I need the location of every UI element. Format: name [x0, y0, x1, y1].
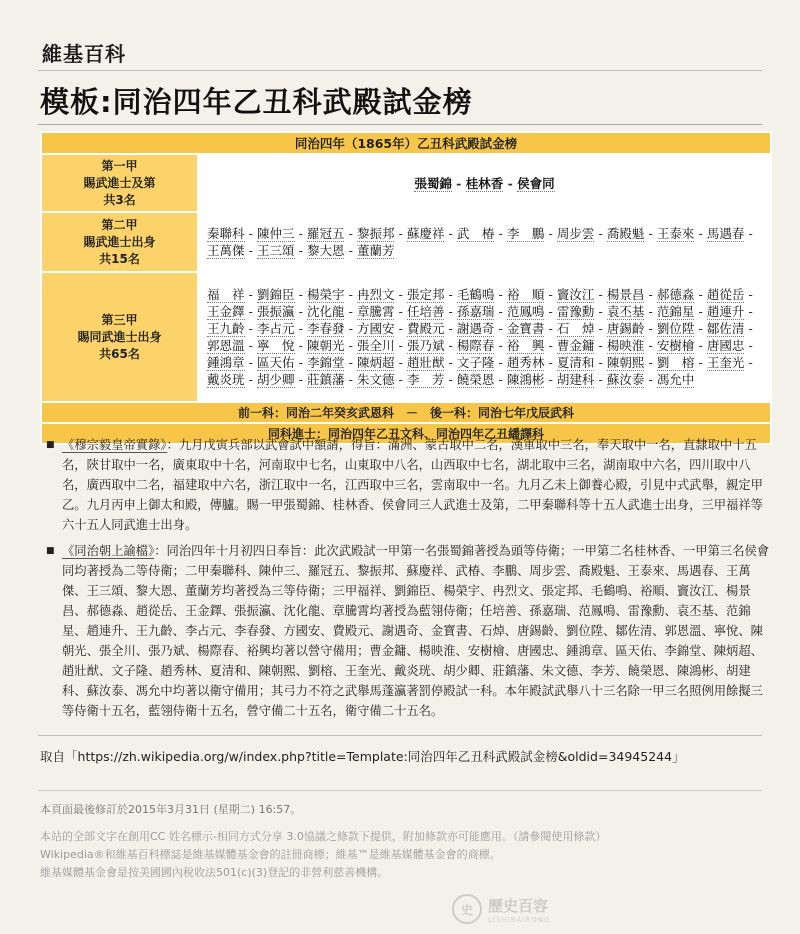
navbox-name-link[interactable]: 陳朝熙 — [606, 355, 645, 370]
separator: - — [344, 287, 357, 302]
separator: - — [744, 355, 757, 370]
navbox-name-link[interactable]: 范錦星 — [656, 304, 695, 319]
separator: - — [644, 355, 657, 370]
navbox-name-link[interactable]: 胡少卿 — [256, 372, 295, 387]
divider — [38, 735, 762, 736]
watermark-logo-icon: 史 — [452, 894, 482, 924]
navbox-name-link[interactable]: 沈化龍 — [306, 304, 345, 319]
navbox-name-link[interactable]: 楊映淮 — [606, 338, 645, 353]
navbox-name-link[interactable]: 陳仲三 — [256, 226, 295, 241]
navbox-name-link[interactable]: 楊景昌 — [606, 287, 645, 302]
separator: - — [444, 338, 457, 353]
list-item — [44, 541, 774, 721]
navbox-name-link[interactable]: 裕 興 — [506, 338, 545, 353]
separator: - — [244, 226, 257, 241]
citation-link[interactable]: 《同治朝上諭檔》 — [62, 544, 155, 558]
navbox-name-link[interactable]: 毛鶴鳴 — [456, 287, 495, 302]
separator: - — [344, 372, 357, 387]
navbox-name-link[interactable]: 袁丕基 — [606, 304, 645, 319]
separator: - — [644, 304, 657, 319]
navbox-name-link[interactable]: 謝遇奇 — [456, 321, 495, 336]
navbox-name-link[interactable]: 董蘭芳 — [356, 243, 395, 258]
navbox-list — [199, 155, 770, 211]
navbox-name-link[interactable]: 范鳳鳴 — [506, 304, 545, 319]
navbox-name-link[interactable]: 周步雲 — [556, 226, 595, 241]
separator: - — [244, 287, 257, 302]
separator: - — [594, 287, 607, 302]
navbox-name-link[interactable]: 楊榮宇 — [306, 287, 345, 302]
navbox-name-link[interactable]: 任培善 — [406, 304, 445, 319]
navbox-name-link[interactable]: 王萬傑 — [207, 243, 245, 258]
navbox-name-link[interactable]: 饒榮恩 — [456, 372, 495, 387]
navbox-name-link[interactable]: 楊際春 — [456, 338, 495, 353]
navbox-name-link[interactable]: 秦聯科 — [207, 226, 245, 241]
separator: - — [694, 321, 707, 336]
citation-text: ：同治四年十月初四日奉旨：此次武殿試一甲第一名張蜀錦著授為頭等侍衛；一甲第二名桂林香、一甲第三名侯會同均著授為二等侍衛；二甲秦聯科、陳仲三、羅冠五、黎振邦、蘇慶祥、武椿、李鵬、周步雲、喬殿魁、王泰來、馬遇春、王萬傑、王三頌、黎大恩、董蘭芳均著授為三等侍衛；三甲福祥、劉錦臣、楊榮宇、冉烈文、張定邦、毛鶴鳴、裕順、竇汝江、楊景昌、郝德淼、趙從岳、王金鐸、張振瀛、沈化龍、章騰霄均著授為藍翎侍衛；任培善、孫嘉瑞、范鳳鳴、雷豫勳、袁丕基、范錦星、趙連升、王九齡、李占元、李春發、方國安、費殿元、謝遇奇、金寶書、石焯、唐錫齡、劉位陞、鄒佐清、郭恩溫、寧悅、陳朝光、張全川、張乃斌、楊際春、裕興均著以營守備用；曹金鏞、楊映淮、安樹檜、唐國忠、鍾鴻章、區天佑、李錦堂、陳炳超、趙壯猷、文子隆、趙秀林、夏清和、陳朝熙、劉榕、王奎光、戴炎珖、胡少卿、莊鎮藩、朱文德、李芳、饒榮恩、陳鴻彬、胡建科、蘇汝泰、馮允中均著以衛守備用；其弓力不符之武舉馬蓬瀛著罰停殿試一科。本年殿試武舉八十三名除一甲三名照例用餘擬三等侍衛十五名，藍翎侍衛十五名，營守備二十五名，衛守備二十五名。 — [62, 544, 770, 718]
navbox-name-link[interactable]: 安樹檜 — [656, 338, 695, 353]
separator: - — [294, 304, 307, 319]
separator: - — [594, 338, 607, 353]
navbox-name-link[interactable]: 孫嘉瑞 — [456, 304, 495, 319]
navbox-name-link[interactable]: 章騰霄 — [356, 304, 395, 319]
separator: - — [444, 226, 457, 241]
navbox-name-link[interactable]: 胡建科 — [556, 372, 595, 387]
navbox-name-link[interactable]: 陳朝光 — [306, 338, 345, 353]
separator: - — [394, 321, 407, 336]
navbox-name-link[interactable]: 馬遇春 — [706, 226, 745, 241]
navbox-name-link[interactable]: 朱文德 — [356, 372, 395, 387]
list-item — [44, 435, 774, 535]
bullet-icon: ■ — [46, 440, 55, 450]
navbox-name-link[interactable]: 雷豫勳 — [556, 304, 595, 319]
separator: - — [294, 372, 307, 387]
separator: - — [494, 372, 507, 387]
navbox-name-link[interactable]: 莊鎮藩 — [306, 372, 345, 387]
navbox-name-link[interactable]: 趙秀林 — [506, 355, 545, 370]
divider — [38, 790, 762, 791]
page-title: 模板:同治四年乙丑科武殿試金榜 — [40, 85, 473, 119]
separator: - — [644, 287, 657, 302]
separator: - — [344, 338, 357, 353]
separator: - — [394, 338, 407, 353]
navbox-name-link[interactable]: 陳炳超 — [356, 355, 395, 370]
navbox-name-link[interactable]: 喬殿魁 — [606, 226, 645, 241]
navbox-name-link[interactable]: 寧 悅 — [256, 338, 295, 353]
separator: - — [494, 304, 507, 319]
separator: - — [244, 321, 257, 336]
separator: - — [444, 372, 457, 387]
separator: - — [644, 338, 657, 353]
navbox-name-link[interactable]: 黎大恩 — [306, 243, 345, 258]
navbox-name-link[interactable]: 王金鐸 — [207, 304, 245, 319]
divider — [38, 70, 762, 71]
separator: - — [744, 287, 757, 302]
navbox-name-link[interactable]: 裕 順 — [506, 287, 545, 302]
separator: - — [494, 287, 507, 302]
separator: - — [594, 304, 607, 319]
separator: - — [394, 304, 407, 319]
references — [44, 435, 774, 727]
separator: - — [694, 287, 707, 302]
navbox-name-link[interactable]: 蘇慶祥 — [406, 226, 445, 241]
separator: - — [444, 304, 457, 319]
license-info: 本站的全部文字在創用CC 姓名標示-相同方式分享 3.0協議之條款下提供，附加條款亦可能應用。（請參閱使用條款） Wikipedia®和維基百科標誌是維基媒體基金會的註冊商標；維基™是維基媒體基金會的商標。 維基媒體基金會是按美國國內稅收法501(c)(3)登記的非營利慈善機構。 — [40, 830, 607, 879]
separator: - — [594, 355, 607, 370]
navbox-name-link[interactable]: 福 祥 — [207, 287, 245, 302]
navbox-name-link[interactable]: 武 椿 — [456, 226, 495, 241]
separator: - — [244, 243, 257, 258]
navbox-same-year[interactable]: 同科進士：同治四年乙丑文科、同治四年乙丑繙譯科 — [42, 424, 770, 443]
navbox-title[interactable]: 同治四年（1865年）乙丑科武殿試金榜 — [42, 133, 770, 153]
navbox-name-link[interactable]: 蘇汝泰 — [606, 372, 645, 387]
separator: - — [694, 304, 707, 319]
navbox-name-link[interactable]: 張振瀛 — [256, 304, 295, 319]
separator: - — [294, 355, 307, 370]
navbox-name-link[interactable]: 黎振邦 — [356, 226, 395, 241]
navbox-name-link[interactable]: 張定邦 — [406, 287, 445, 302]
navbox-group-label: 第一甲 賜武進士及第 共3名 — [42, 155, 197, 211]
separator: - — [394, 287, 407, 302]
navbox-name-link[interactable]: 王奎光 — [706, 355, 745, 370]
navbox-name-link[interactable]: 陳鴻彬 — [506, 372, 545, 387]
separator: - — [744, 338, 757, 353]
navbox-name-link[interactable]: 張全川 — [356, 338, 395, 353]
source-link[interactable]: https://zh.wikipedia.org/w/index.php?title=Template:同治四年乙丑科武殿試金榜&oldid=34945244 — [77, 749, 673, 764]
navbox-group-label: 第二甲 賜武進士出身 共15名 — [42, 213, 197, 271]
separator: - — [494, 338, 507, 353]
navbox-name-link[interactable]: 唐國忠 — [706, 338, 745, 353]
navbox-name-link[interactable]: 王泰來 — [656, 226, 695, 241]
separator: - — [544, 304, 557, 319]
site-name[interactable]: 維基百科 — [42, 42, 126, 66]
navbox-name-link[interactable]: 冉烈文 — [356, 287, 395, 302]
separator: - — [544, 287, 557, 302]
separator: - — [694, 338, 707, 353]
citation-link[interactable]: 《穆宗毅皇帝實錄》 — [62, 438, 167, 452]
separator: - — [451, 175, 466, 191]
separator: - — [244, 304, 257, 319]
separator: - — [244, 338, 257, 353]
navbox-list — [199, 273, 770, 401]
navbox-name-link[interactable]: 張乃斌 — [406, 338, 445, 353]
separator: - — [544, 226, 557, 241]
navbox-name-link[interactable]: 區天佑 — [256, 355, 295, 370]
separator: - — [544, 372, 557, 387]
navbox-name-link[interactable]: 戴炎珖 — [207, 372, 245, 387]
citation-text: ：九月戊寅兵部以武會試中額請，得旨：滿洲、蒙古取中二名，漢軍取中三名，奉天取中一名，直隸取中十五名，陝甘取中一名，廣東取中十名，河南取中七名，山東取中八名，山西取中七名，湖北取中三名，湖南取中六名，四川取中八名，廣西取中二名，福建取中六名，浙江取中一名，江西取中三名，雲南取中一名。九月乙未上御養心殿，引見中式武舉，親定甲乙。九月丙申上御太和殿，傳臚。賜一甲張蜀錦、桂林香、侯會同三人武進士及第，二甲秦聯科等十五人武進士出身，三甲福祥等六十五人同武進士出身。 — [62, 438, 763, 532]
separator: - — [344, 321, 357, 336]
separator: - — [694, 226, 707, 241]
separator: - — [544, 321, 557, 336]
navbox-name-link[interactable]: 郝德淼 — [656, 287, 695, 302]
navbox-previous-next[interactable]: 前一科：同治二年癸亥武恩科 － 後一科：同治七年戊辰武科 — [42, 403, 770, 422]
separator: - — [394, 372, 407, 387]
separator: - — [344, 226, 357, 241]
navbox-name-link[interactable]: 張蜀錦 — [414, 175, 452, 191]
separator: - — [503, 175, 518, 191]
separator: - — [294, 338, 307, 353]
separator: - — [694, 355, 707, 370]
separator: - — [344, 355, 357, 370]
navbox-name-link[interactable]: 郭恩溫 — [207, 338, 245, 353]
navbox-name-link[interactable]: 桂林香 — [465, 175, 504, 191]
separator: - — [494, 226, 507, 241]
navbox-name-link[interactable]: 羅冠五 — [306, 226, 345, 241]
last-modified: 本頁面最後修訂於2015年3月31日 (星期二) 16:57。 — [40, 803, 302, 816]
navbox — [40, 131, 772, 445]
navbox-name-link[interactable]: 王三頌 — [256, 243, 295, 258]
navbox-name-link[interactable]: 竇汝江 — [556, 287, 595, 302]
navbox-name-link[interactable]: 李錦堂 — [306, 355, 345, 370]
separator: - — [394, 226, 407, 241]
navbox-name-link[interactable]: 李占元 — [256, 321, 295, 336]
separator: - — [294, 287, 307, 302]
navbox-name-link[interactable]: 趙壯猷 — [406, 355, 445, 370]
separator: - — [744, 321, 757, 336]
navbox-name-link[interactable]: 石 焯 — [556, 321, 595, 336]
separator: - — [644, 372, 657, 387]
navbox-name-link[interactable]: 侯會同 — [517, 175, 555, 191]
navbox-name-link[interactable]: 曹金鏞 — [556, 338, 595, 353]
separator: - — [594, 321, 607, 336]
navbox-name-link[interactable]: 趙從岳 — [706, 287, 745, 302]
navbox-list — [199, 213, 770, 271]
navbox-name-link[interactable]: 金寶書 — [506, 321, 545, 336]
separator: - — [644, 226, 657, 241]
separator: - — [394, 355, 407, 370]
separator: - — [494, 321, 507, 336]
separator: - — [344, 243, 357, 258]
navbox-name-link[interactable]: 王九齡 — [207, 321, 245, 336]
navbox-name-link[interactable]: 夏清和 — [556, 355, 595, 370]
bullet-icon: ■ — [46, 546, 55, 556]
navbox-name-link[interactable]: 劉位陞 — [656, 321, 695, 336]
navbox-name-link[interactable]: 劉 榕 — [656, 355, 695, 370]
separator: - — [744, 304, 757, 319]
separator: - — [544, 355, 557, 370]
navbox-name-link[interactable]: 鍾鴻章 — [207, 355, 245, 370]
navbox-name-link[interactable]: 馮允中 — [656, 372, 695, 387]
separator: - — [594, 372, 607, 387]
separator: - — [494, 355, 507, 370]
navbox-name-link[interactable]: 文子隆 — [456, 355, 495, 370]
navbox-name-link[interactable]: 鄒佐清 — [706, 321, 745, 336]
separator: - — [444, 355, 457, 370]
separator: - — [744, 226, 757, 241]
navbox-group-label: 第三甲 賜同武進士出身 共65名 — [42, 273, 197, 401]
separator: - — [294, 321, 307, 336]
navbox-name-link[interactable]: 方國安 — [356, 321, 395, 336]
navbox-name-link[interactable]: 唐錫齡 — [606, 321, 645, 336]
navbox-name-link[interactable]: 李 鵬 — [506, 226, 545, 241]
divider — [38, 124, 762, 125]
separator: - — [544, 338, 557, 353]
navbox-name-link[interactable]: 李 芳 — [406, 372, 445, 387]
separator: - — [444, 321, 457, 336]
separator: - — [244, 372, 257, 387]
separator: - — [244, 355, 257, 370]
separator: - — [294, 243, 307, 258]
source-line: 取自「https://zh.wikipedia.org/w/index.php?title=Template:同治四年乙丑科武殿試金榜&oldid=34945244」 — [40, 749, 685, 764]
separator: - — [344, 304, 357, 319]
navbox-name-link[interactable]: 趙連升 — [706, 304, 745, 319]
watermark: 史 歷史百容 LISHIBAIRONG — [452, 894, 550, 924]
separator: - — [294, 226, 307, 241]
separator: - — [594, 226, 607, 241]
separator: - — [644, 321, 657, 336]
navbox-name-link[interactable]: 李春發 — [306, 321, 345, 336]
navbox-name-link[interactable]: 費殿元 — [406, 321, 445, 336]
separator: - — [444, 287, 457, 302]
navbox-name-link[interactable]: 劉錦臣 — [256, 287, 295, 302]
